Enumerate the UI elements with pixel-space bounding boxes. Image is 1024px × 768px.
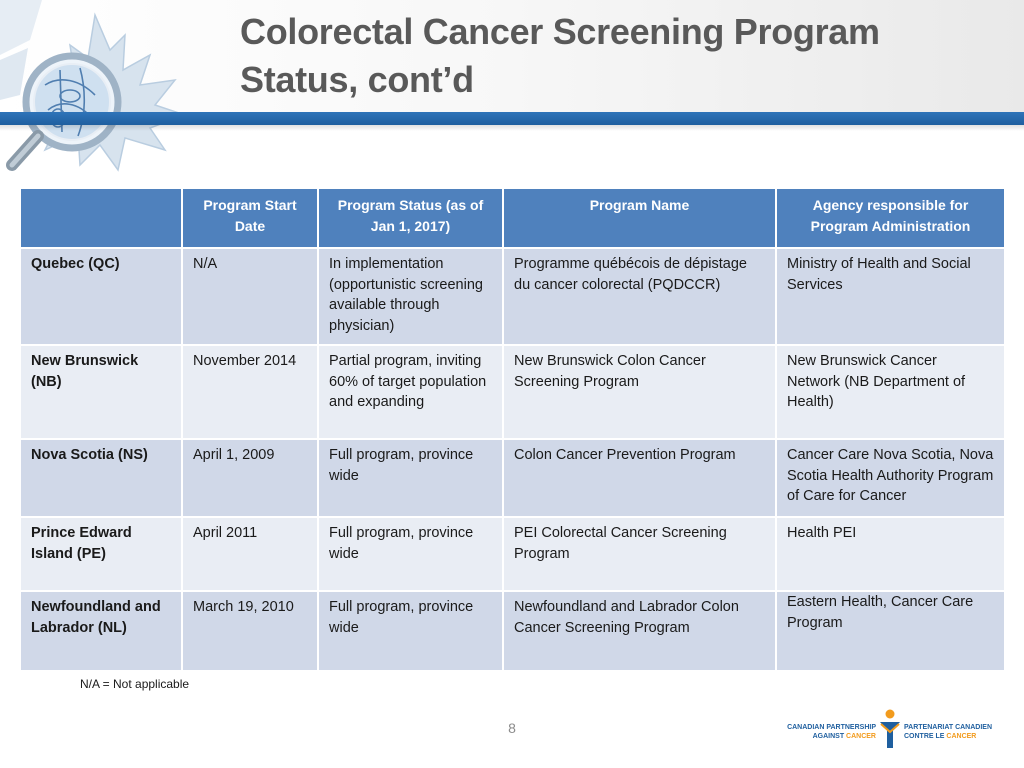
table-row	[20, 439, 1005, 517]
logo-english-text	[786, 723, 876, 741]
logo-french-line-2: CONTRE LE CANCER	[904, 733, 977, 740]
screening-status-table	[19, 187, 1006, 672]
header-band-shadow	[0, 125, 1024, 131]
header-band	[0, 112, 1024, 125]
table-row	[20, 345, 1005, 439]
cell-program-status: In implementation (opportunistic screening available through physician)	[318, 248, 503, 345]
header-program-name: Program Name	[503, 188, 776, 248]
cell-province: New Brunswick (NB)	[20, 345, 182, 439]
cell-agency: Ministry of Health and Social Services	[776, 248, 1005, 345]
cell-program-name: Programme québécois de dépistage du cancer colorectal (PQDCCR)	[503, 248, 776, 345]
logo-french-text	[904, 723, 999, 741]
cell-province: Newfoundland and Labrador (NL)	[20, 591, 182, 671]
cell-agency: New Brunswick Cancer Network (NB Department of Health)	[776, 345, 1005, 439]
cell-program-name: New Brunswick Colon Cancer Screening Program	[503, 345, 776, 439]
cell-program-name: Newfoundland and Labrador Colon Cancer Screening Program	[503, 591, 776, 671]
cell-program-name: PEI Colorectal Cancer Screening Program	[503, 517, 776, 591]
title-line-2: Status, cont’d	[240, 59, 474, 100]
header-start-date: Program Start Date	[182, 188, 318, 248]
cpac-figure-icon	[878, 708, 902, 750]
header-program-status: Program Status (as of Jan 1, 2017)	[318, 188, 503, 248]
title-line-1: Colorectal Cancer Screening Program	[240, 11, 880, 52]
cell-province: Nova Scotia (NS)	[20, 439, 182, 517]
cell-program-name: Colon Cancer Prevention Program	[503, 439, 776, 517]
cell-agency	[776, 591, 1005, 671]
footnote: N/A = Not applicable	[80, 677, 190, 691]
cell-agency: Cancer Care Nova Scotia, Nova Scotia Health Authority Program of Care for Cancer	[776, 439, 1005, 517]
cell-start-date: March 19, 2010	[182, 591, 318, 671]
cell-start-date: November 2014	[182, 345, 318, 439]
table-row	[20, 517, 1005, 591]
page-title	[240, 8, 980, 104]
cell-program-status: Partial program, inviting 60% of target population and expanding	[318, 345, 503, 439]
table-row	[20, 248, 1005, 345]
header-agency: Agency responsible for Program Administration	[776, 188, 1005, 248]
cell-province: Quebec (QC)	[20, 248, 182, 345]
cell-program-status: Full program, province wide	[318, 591, 503, 671]
cell-program-status: Full program, province wide	[318, 439, 503, 517]
page-number: 8	[508, 720, 516, 736]
logo-english-line-2: AGAINST CANCER	[812, 733, 876, 740]
cpac-logo	[786, 705, 996, 757]
cell-start-date: N/A	[182, 248, 318, 345]
logo-english-line-1: CANADIAN PARTNERSHIP	[787, 724, 876, 731]
table-header-row	[20, 188, 1005, 248]
cell-province: Prince Edward Island (PE)	[20, 517, 182, 591]
cell-start-date: April 2011	[182, 517, 318, 591]
cell-start-date: April 1, 2009	[182, 439, 318, 517]
maple-leaf-magnifier-icon	[0, 0, 235, 190]
logo-french-line-1: PARTENARIAT CANADIEN	[904, 724, 993, 731]
header-province	[20, 188, 182, 248]
cell-agency-text: Eastern Health, Cancer Care Program	[787, 594, 974, 631]
cell-agency: Health PEI	[776, 517, 1005, 591]
table-row	[20, 591, 1005, 671]
cell-program-status: Full program, province wide	[318, 517, 503, 591]
